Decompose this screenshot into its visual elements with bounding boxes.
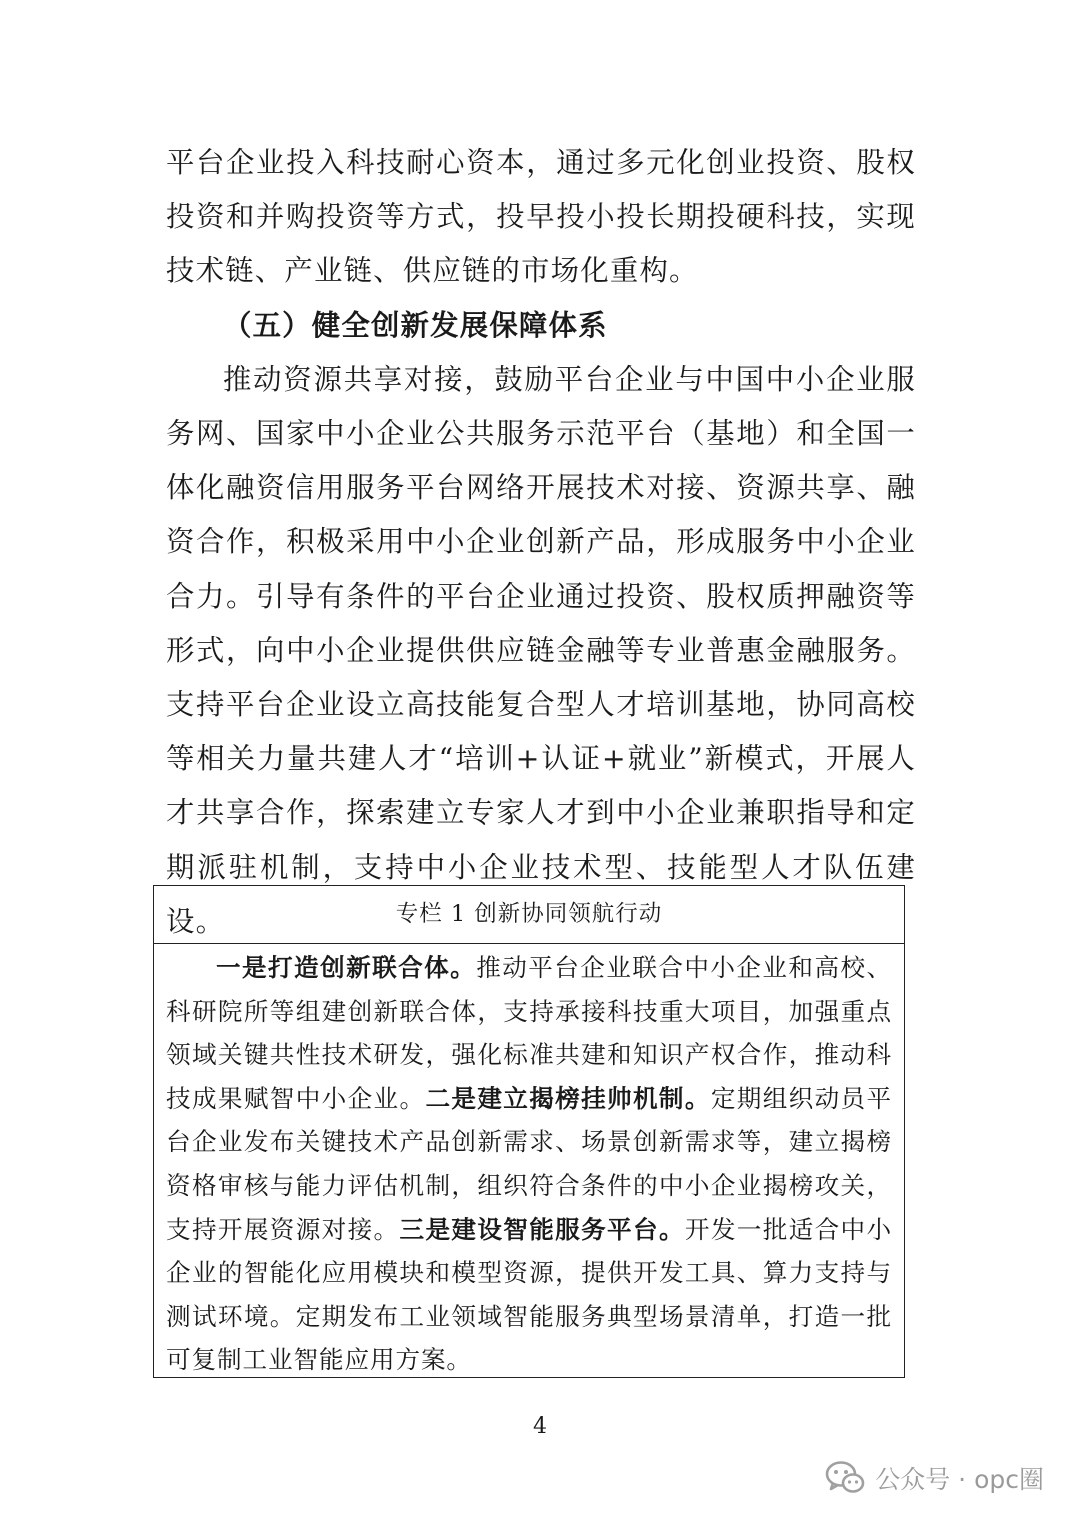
item3-text: 开发一批适合中小企业的智能化应用模块和模型资源，提供开发工具、算力支持与测试环境。定期发布工业领域智能服务典型场景清单，打造一批可复制工业智能应用方案。	[166, 1214, 892, 1375]
watermark	[825, 1456, 1044, 1500]
column-box-body	[154, 944, 904, 1382]
item3-label: 三是建设智能服务平台。	[399, 1214, 685, 1244]
page-number: 4	[533, 1414, 547, 1439]
body-text	[166, 136, 916, 949]
paragraph-continuation: 平台企业投入科技耐心资本，通过多元化创业投资、股权投资和并购投资等方式，投早投小投长期投硬科技，实现技术链、产业链、供应链的市场化重构。	[166, 146, 916, 288]
wechat-icon	[825, 1460, 865, 1496]
item1-label: 一是打造创新联合体。	[216, 953, 477, 982]
column-box	[153, 885, 905, 1378]
item2-label: 二是建立揭榜挂帅机制。	[425, 1083, 711, 1113]
section-heading: （五）健全创新发展保障体系	[223, 308, 608, 342]
watermark-text: 公众号 · opc圈	[875, 1465, 1044, 1494]
item1-text: 推动平台企业联合中小企业和高校、科研院所等组建创新联合体，支持承接科技重大项目，加强重点领域关键共性技术研发，强化标准共建和知识产权合作，推动科技成果赋智中小企业。	[166, 953, 892, 1113]
paragraph-resource-sharing: 推动资源共享对接，鼓励平台企业与中国中小企业服务网、国家中小企业公共服务示范平台（基地）和全国一体化融资信用服务平台网络开展技术对接、资源共享、融资合作，积极采用中小企业创新产品，形成服务中小企业合力。引导有条件的平台企业通过投资、股权质押融资等形式，向中小企业提供供应链金融等专业普惠金融服务。支持平台企业设立高技能复合型人才培训基地，协同高校等相关力量共建人才“培训+认证+就业”新模式，开展人才共享合作，探索建立专家人才到中小企业兼职指导和定期派驻机制，支持中小企业技术型、技能型人才队伍建设。	[166, 362, 916, 938]
column-box-title: 专栏 1 创新协同领航行动	[154, 886, 904, 944]
column-box-paragraph	[166, 946, 892, 1382]
item2-text: 定期组织动员平台企业发布关键技术产品创新需求、场景创新需求等，建立揭榜资格审核与能力评估机制，组织符合条件的中小企业揭榜攻关，支持开展资源对接。	[166, 1083, 892, 1244]
